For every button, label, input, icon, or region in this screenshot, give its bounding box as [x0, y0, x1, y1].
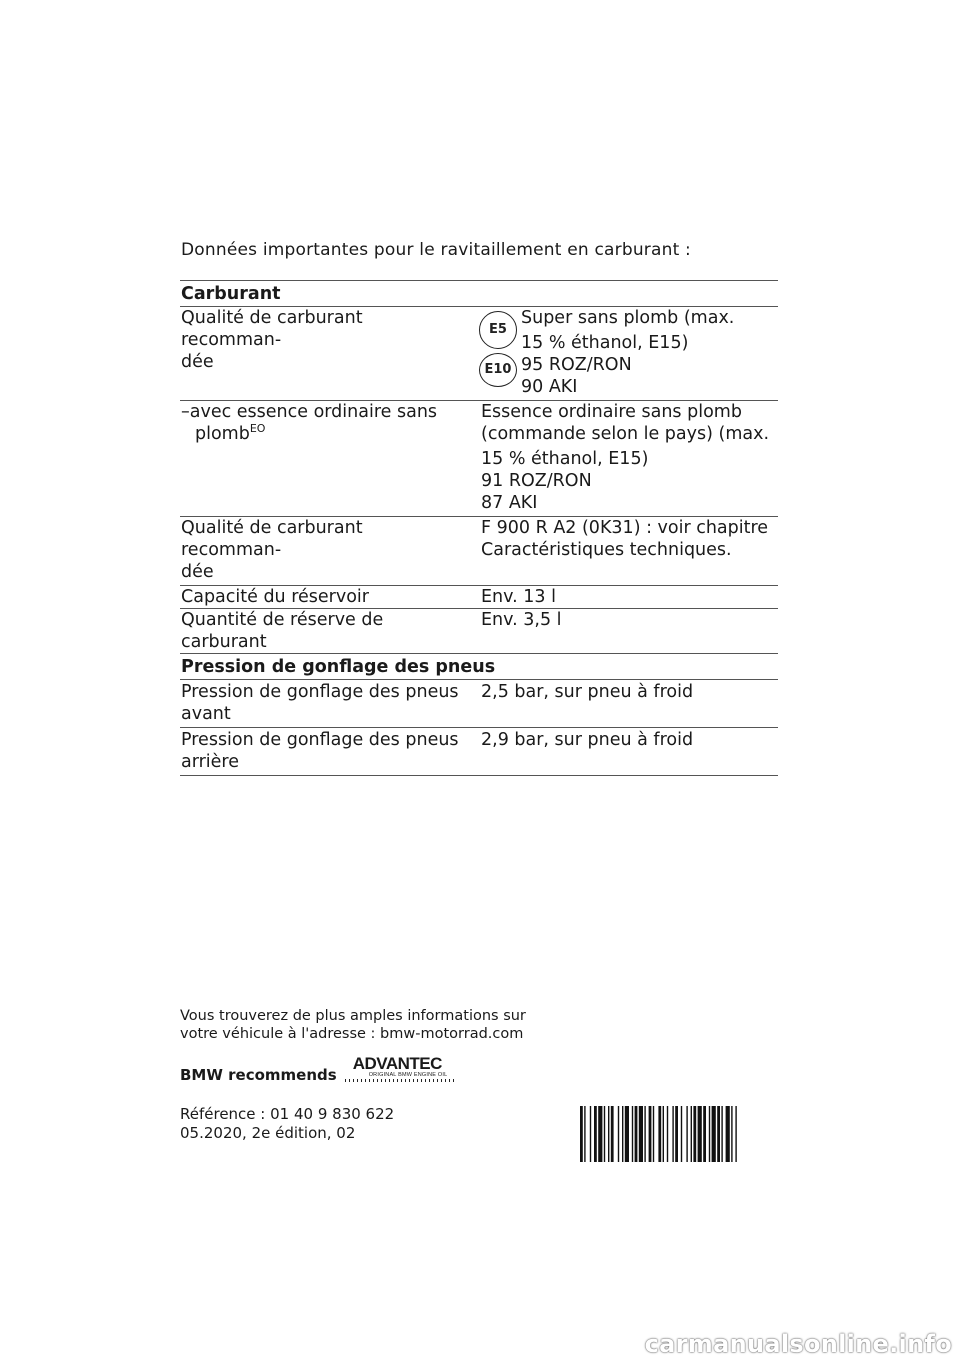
row-value: 95 ROZ/RON: [521, 355, 632, 375]
row-value: Env. 13 l: [481, 587, 556, 607]
e10-fuel-icon: E10: [479, 353, 517, 387]
recommendation: [180, 1054, 455, 1084]
reference-number: Référence : 01 40 9 830 622: [180, 1105, 395, 1123]
row-label: avant: [181, 704, 231, 724]
row-value: F 900 R A2 (0K31) : voir chapitre: [481, 518, 769, 538]
eo-superscript: EO: [249, 422, 266, 435]
section-header-fuel: [180, 281, 778, 307]
data-table: [180, 280, 778, 776]
table-row: [180, 680, 778, 728]
row-label: Pression de gonflage des pneus: [181, 682, 459, 702]
logo-main-text: ADVANTEC: [352, 1054, 442, 1073]
table-row: [180, 517, 778, 586]
reference-block: [180, 1105, 394, 1143]
row-label: plomb: [195, 424, 250, 444]
row-label: –avec essence ordinaire sans: [181, 402, 438, 422]
row-value: Caractéristiques techniques.: [481, 540, 732, 560]
advantec-logo: [345, 1054, 455, 1084]
row-label: Capacité du réservoir: [181, 587, 369, 607]
table-row: [180, 609, 778, 654]
section-title: Pression de gonflage des pneus: [181, 657, 496, 677]
row-value: 2,5 bar, sur pneu à froid: [481, 682, 694, 702]
info-line: votre véhicule à l'adresse : bmw-motorrad.com: [180, 1026, 524, 1042]
table-row: [180, 401, 778, 517]
section-title: Carburant: [181, 284, 281, 304]
row-label: arrière: [181, 752, 240, 772]
logo-bars: [345, 1079, 455, 1082]
row-value: 15 % éthanol, E15): [521, 333, 689, 353]
row-label: Qualité de carburant recomman-: [181, 518, 363, 560]
barcode-icon: [580, 1106, 778, 1162]
row-value: 87 AKI: [481, 493, 538, 513]
e5-fuel-icon: E5: [479, 311, 517, 349]
section-header-tires: [180, 654, 778, 680]
recommends-text: BMW recommends: [180, 1066, 337, 1084]
row-value: 91 ROZ/RON: [481, 471, 592, 491]
row-value: (commande selon le pays) (max.: [481, 424, 770, 444]
row-value: 2,9 bar, sur pneu à froid: [481, 730, 694, 750]
row-value: Essence ordinaire sans plomb: [481, 402, 742, 422]
row-label: dée: [181, 562, 214, 582]
row-label: Pression de gonflage des pneus: [181, 730, 459, 750]
table-row: [180, 586, 778, 609]
row-value: Env. 3,5 l: [481, 610, 562, 630]
row-value: Super sans plomb (max.: [521, 308, 735, 328]
row-label: Qualité de carburant recomman-: [181, 308, 363, 350]
row-label: dée: [181, 352, 214, 372]
row-value: 15 % éthanol, E15): [481, 449, 649, 469]
logo-sub-text: ORIGINAL BMW ENGINE OIL: [368, 1072, 448, 1078]
edition-info: 05.2020, 2e édition, 02: [180, 1124, 356, 1142]
table-row: [180, 728, 778, 776]
row-label: Quantité de réserve de carburant: [181, 610, 384, 652]
table-row: [180, 307, 778, 401]
row-value: 90 AKI: [521, 377, 578, 397]
info-line: Vous trouverez de plus amples informations sur: [180, 1008, 526, 1024]
watermark: carmanualsonline.info: [644, 1330, 952, 1358]
more-info-text: [180, 1007, 526, 1043]
intro-text: Données importantes pour le ravitaillement en carburant :: [181, 240, 691, 260]
